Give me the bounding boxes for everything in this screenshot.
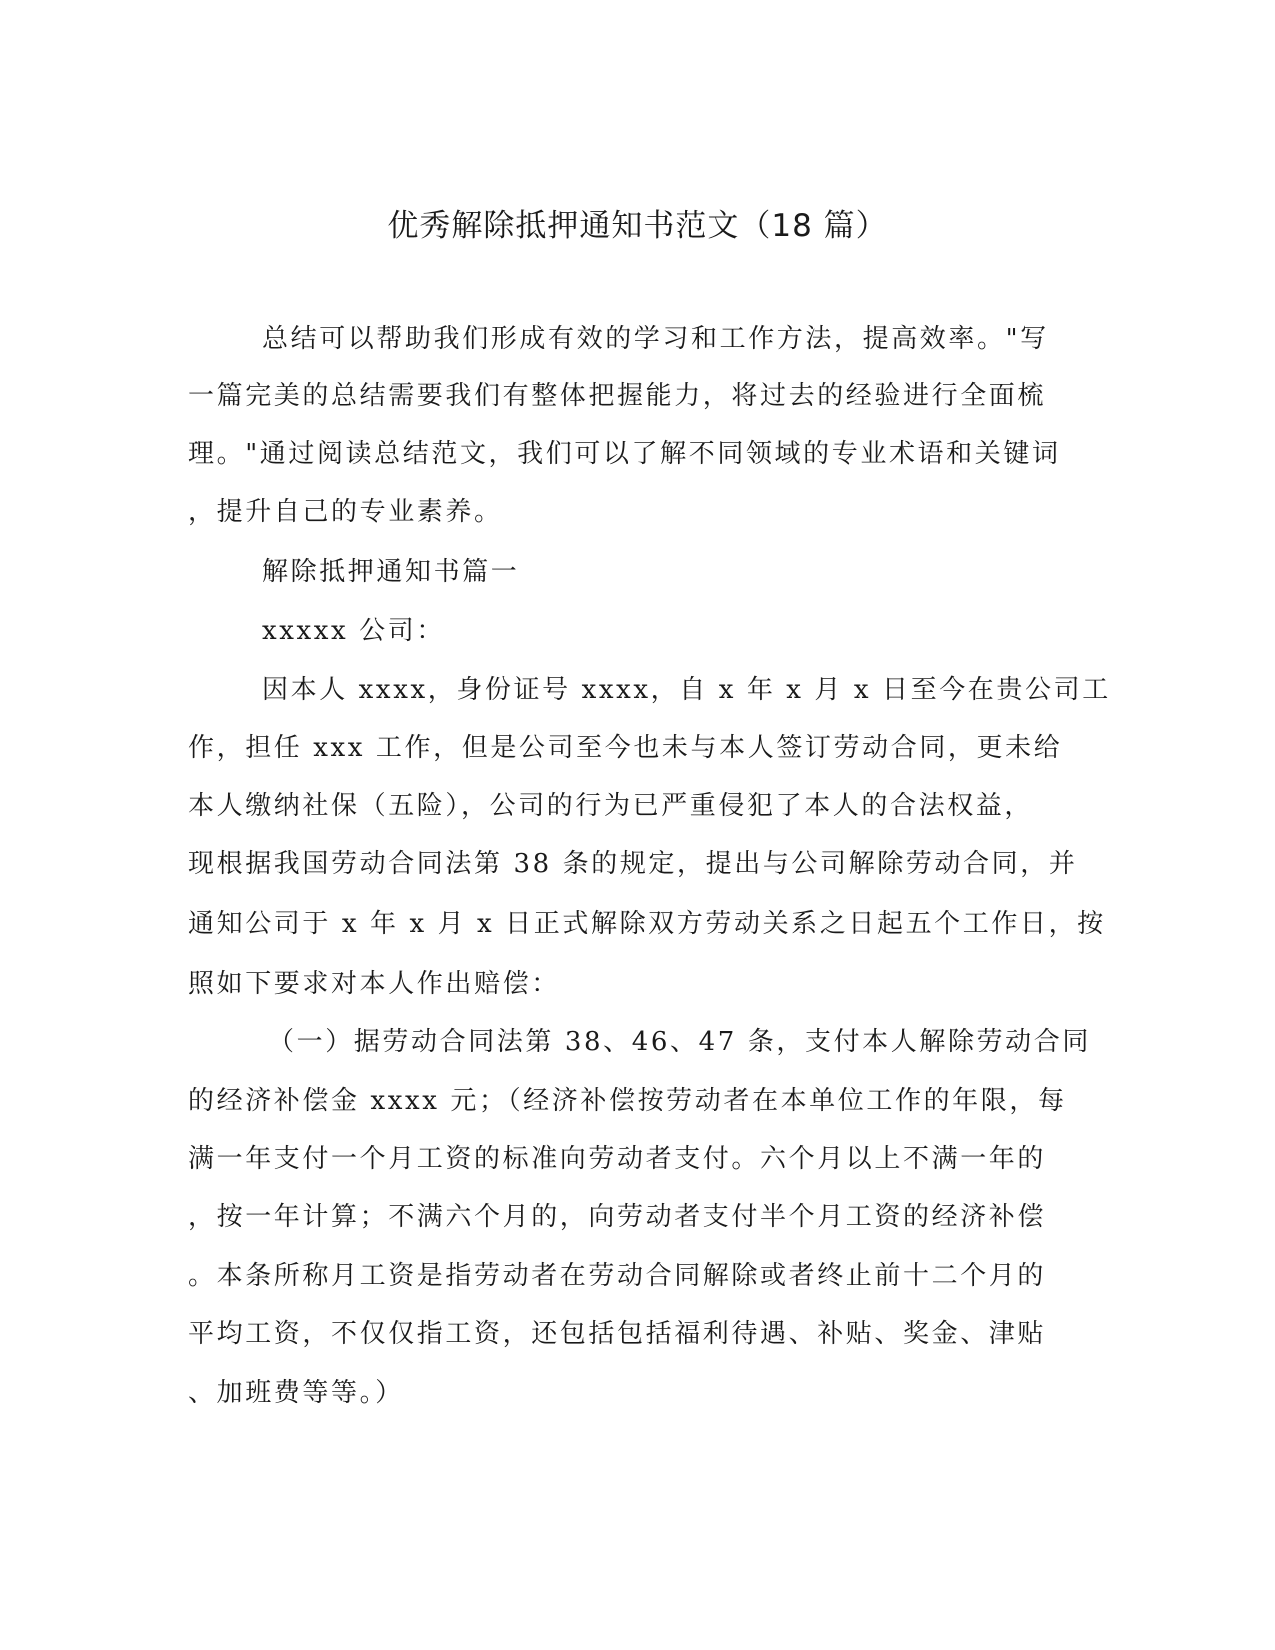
paragraph-line: 、加班费等等。） — [188, 1378, 404, 1408]
paragraph-line: ，提升自己的专业素养。 — [188, 497, 503, 527]
paragraph-line: 照如下要求对本人作出赔偿： — [188, 969, 560, 999]
paragraph-line: 满一年支付一个月工资的标准向劳动者支付。六个月以上不满一年的 — [188, 1144, 1047, 1174]
paragraph-line: 总结可以帮助我们形成有效的学习和工作方法，提高效率。"写 — [262, 324, 1049, 354]
paragraph-line: 一篇完美的总结需要我们有整体把握能力，将过去的经验进行全面梳 — [188, 381, 1047, 411]
paragraph-line: 现根据我国劳动合同法第 38 条的规定，提出与公司解除劳动合同，并 — [188, 849, 1078, 879]
salutation: xxxxx 公司： — [262, 616, 445, 646]
paragraph-line: 理。"通过阅读总结范文，我们可以了解不同领域的专业术语和关键词 — [188, 439, 1061, 469]
document-title: 优秀解除抵押通知书范文（18 篇） — [387, 208, 888, 244]
paragraph-line: ，按一年计算；不满六个月的，向劳动者支付半个月工资的经济补偿 — [188, 1202, 1047, 1232]
paragraph-line: 平均工资，不仅仅指工资，还包括包括福利待遇、补贴、奖金、津贴 — [188, 1319, 1047, 1349]
section-heading: 解除抵押通知书篇一 — [262, 557, 520, 587]
paragraph-line: 的经济补偿金 xxxx 元；（经济补偿按劳动者在本单位工作的年限，每 — [188, 1086, 1067, 1116]
paragraph-line: （一）据劳动合同法第 38、46、47 条，支付本人解除劳动合同 — [268, 1027, 1091, 1057]
paragraph-line: 因本人 xxxx，身份证号 xxxx，自 x 年 x 月 x 日至今在贵公司工 — [262, 675, 1111, 705]
paragraph-line: 通知公司于 x 年 x 月 x 日正式解除双方劳动关系之日起五个工作日，按 — [188, 909, 1106, 939]
paragraph-line: 本人缴纳社保（五险），公司的行为已严重侵犯了本人的合法权益， — [188, 791, 1034, 821]
paragraph-line: 作，担任 xxx 工作，但是公司至今也未与本人签订劳动合同，更未给 — [188, 733, 1063, 763]
paragraph-line: 。本条所称月工资是指劳动者在劳动合同解除或者终止前十二个月的 — [188, 1261, 1047, 1291]
